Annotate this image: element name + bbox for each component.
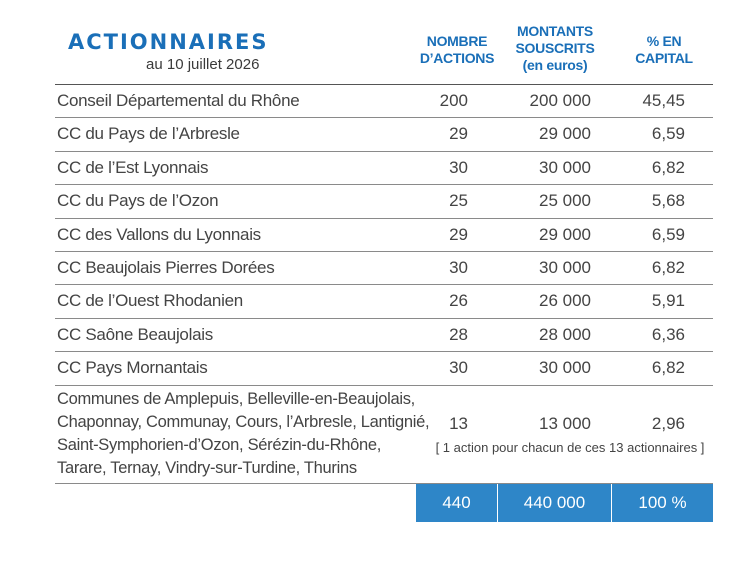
table-row: [55, 258, 713, 291]
table-rule: [55, 117, 713, 118]
row-name: CC Saône Beaujolais: [57, 324, 213, 344]
table-rule: [55, 251, 713, 252]
row-montants: 30 000: [539, 157, 591, 177]
page-subtitle: au 10 juillet 2026: [146, 56, 260, 73]
row-montants: 200 000: [529, 91, 591, 110]
table-row: [55, 358, 713, 391]
table-row: [55, 158, 713, 191]
table-rule: [55, 84, 713, 85]
row-capital: 2,96: [651, 414, 685, 433]
column-header-montants-unit: (en euros): [522, 57, 588, 73]
row-montants: 30 000: [539, 358, 591, 378]
row-actions: 26: [449, 291, 468, 311]
row-name: CC du Pays de l’Arbresle: [57, 124, 240, 144]
row-name: Conseil Départemental du Rhône: [57, 91, 300, 110]
row-actions: 30: [449, 258, 468, 277]
row-name: Communes de Amplepuis, Belleville-en-Beaujolais, Chaponnay, Communay, Cours, l’Arbresle, Lantignié, Saint-Symphorien-d’Ozon, Sérézin-du-Rhône, Tarare, Ternay, Vindry-sur-Turdine, Thurins: [57, 390, 430, 477]
row-actions: 25: [449, 191, 468, 211]
total-montants: 440 000: [523, 493, 586, 512]
row-actions: 28: [449, 324, 468, 344]
row-name: CC de l’Ouest Rhodanien: [57, 291, 243, 311]
row-montants: 13 000: [539, 414, 591, 433]
row-capital: 6,82: [651, 258, 685, 277]
total-capital: 100 %: [638, 493, 687, 512]
table-row: [55, 291, 713, 324]
table-rule: [55, 218, 713, 219]
table-rule: [55, 385, 713, 386]
column-header-montants-label: MONTANTS SOUSCRITS: [515, 23, 595, 56]
column-header-actions-label: NOMBRE D’ACTIONS: [419, 33, 495, 66]
row-name: CC Beaujolais Pierres Dorées: [57, 258, 275, 277]
row-name: CC Pays Mornantais: [57, 358, 208, 378]
table-row: [55, 225, 713, 258]
row-montants: 25 000: [539, 191, 591, 211]
row-capital: 5,68: [651, 191, 685, 211]
table-rule: [55, 351, 713, 352]
column-header-capital-label: % EN CAPITAL: [635, 33, 693, 66]
table-row: [55, 91, 713, 124]
table-rule: [55, 318, 713, 319]
column-header-montants: [503, 23, 607, 74]
row-capital: 6,36: [651, 324, 685, 344]
row-actions: 30: [449, 358, 468, 378]
total-row: [416, 484, 713, 522]
row-name: CC du Pays de l’Ozon: [57, 191, 219, 211]
page-title: ACTIONNAIRES: [68, 30, 269, 54]
column-header-actions: [412, 33, 502, 67]
row-montants: 28 000: [539, 324, 591, 344]
table-row-communes: [55, 388, 713, 483]
row-capital: 5,91: [651, 291, 685, 311]
row-montants: 30 000: [539, 258, 591, 277]
table-rule: [55, 151, 713, 152]
table-rule: [55, 284, 713, 285]
row-actions: 29: [449, 224, 468, 244]
total-actions: 440: [442, 493, 471, 512]
table-row: [55, 191, 713, 224]
column-header-capital: [612, 33, 716, 67]
row-name: CC des Vallons du Lyonnais: [57, 224, 261, 244]
row-montants: 29 000: [539, 124, 591, 144]
row-capital: 45,45: [642, 91, 685, 110]
row-capital: 6,59: [651, 124, 685, 144]
communes-note: [ 1 action pour chacun de ces 13 actionnaires ]: [435, 440, 705, 455]
row-name: CC de l’Est Lyonnais: [57, 157, 209, 177]
row-montants: 29 000: [539, 224, 591, 244]
row-actions: 200: [439, 91, 468, 110]
table-row: [55, 325, 713, 358]
row-capital: 6,82: [651, 157, 685, 177]
row-actions: 13: [449, 414, 468, 433]
row-capital: 6,59: [651, 224, 685, 244]
row-capital: 6,82: [651, 358, 685, 378]
row-actions: 30: [449, 157, 468, 177]
table-row: [55, 124, 713, 157]
row-actions: 29: [449, 124, 468, 144]
row-montants: 26 000: [539, 291, 591, 311]
table-rule: [55, 184, 713, 185]
